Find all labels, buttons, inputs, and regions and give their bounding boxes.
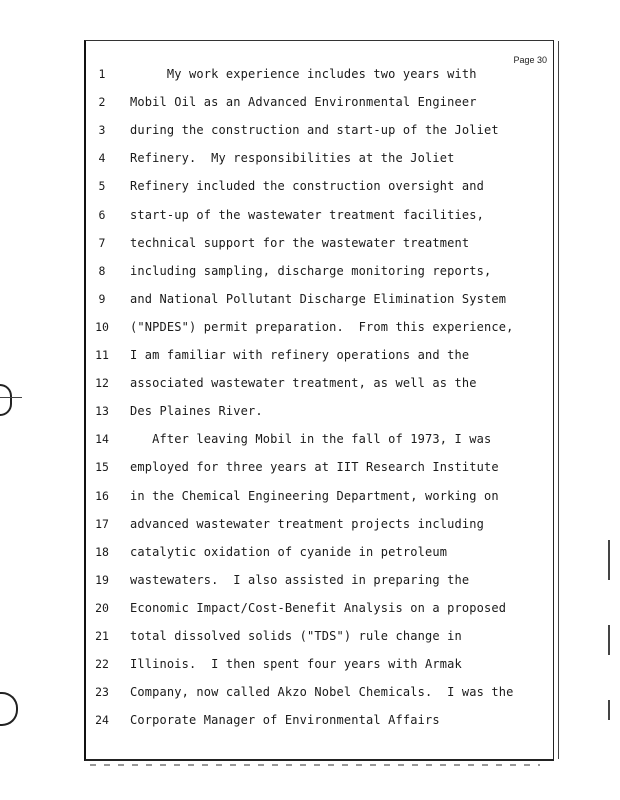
page-number-label: Page 30 <box>513 55 547 65</box>
transcript-line <box>0 261 540 281</box>
line-text: in the Chemical Engineering Department, working on <box>130 488 499 503</box>
line-text: I am familiar with refinery operations and the <box>130 348 470 362</box>
transcript-line <box>0 92 540 112</box>
line-number: 21 <box>95 629 109 643</box>
line-number: 22 <box>95 657 109 672</box>
line-number: 23 <box>95 685 109 700</box>
transcript-line <box>0 373 540 393</box>
transcript-line <box>0 64 540 84</box>
line-number: 4 <box>98 151 106 166</box>
line-text: start-up of the wastewater treatment facilities, <box>130 207 484 222</box>
transcript-line <box>0 682 540 702</box>
transcript-line <box>0 710 540 730</box>
line-number: 10 <box>95 319 109 334</box>
transcript-line <box>0 148 540 168</box>
transcript-line <box>0 120 540 140</box>
line-text: advanced wastewater treatment projects including <box>130 516 484 531</box>
scan-edge-mark <box>608 625 610 655</box>
line-number: 2 <box>98 95 106 110</box>
line-number: 19 <box>95 572 109 587</box>
line-number: 14 <box>95 432 109 447</box>
line-text: Refinery. My responsibilities at the Joliet <box>130 151 455 166</box>
transcript-line <box>0 486 540 506</box>
line-text: ("NPDES") permit preparation. From this experience, <box>130 319 514 334</box>
transcript-line <box>0 542 540 562</box>
line-text: including sampling, discharge monitoring reports, <box>130 263 492 278</box>
line-number: 15 <box>95 460 109 475</box>
transcript-line <box>0 401 540 421</box>
line-text: After leaving Mobil in the fall of 1973, I was <box>130 432 492 447</box>
line-number: 11 <box>95 348 109 362</box>
line-text: wastewaters. I also assisted in preparing the <box>130 572 470 587</box>
line-text: and National Pollutant Discharge Elimination System <box>130 291 507 306</box>
line-number: 5 <box>98 179 106 194</box>
line-number: 9 <box>98 291 106 306</box>
line-text: My work experience includes two years with <box>130 67 477 81</box>
line-number: 3 <box>98 123 106 138</box>
line-number: 6 <box>98 207 106 222</box>
scan-edge-mark <box>608 700 610 720</box>
line-text: Corporate Manager of Environmental Affairs <box>130 713 440 728</box>
line-text: Economic Impact/Cost-Benefit Analysis on a proposed <box>130 600 507 615</box>
line-text: catalytic oxidation of cyanide in petroleum <box>130 544 448 559</box>
line-text: Mobil Oil as an Advanced Environmental Engineer <box>130 95 477 110</box>
line-text: Company, now called Akzo Nobel Chemicals. I was the <box>130 685 514 700</box>
transcript-line <box>0 205 540 225</box>
line-text: Des Plaines River. <box>130 404 263 419</box>
line-number: 20 <box>95 600 109 615</box>
line-text: technical support for the wastewater treatment <box>130 235 470 250</box>
line-number: 17 <box>95 516 109 531</box>
transcript-line <box>0 317 540 337</box>
line-number: 13 <box>95 404 109 419</box>
line-number: 7 <box>98 235 106 250</box>
transcript-line <box>0 345 540 365</box>
transcript-line <box>0 429 540 449</box>
transcript-line <box>0 654 540 674</box>
line-text: Illinois. I then spent four years with Armak <box>130 657 462 672</box>
line-number: 24 <box>95 713 109 728</box>
line-number: 18 <box>95 544 109 559</box>
line-number: 8 <box>98 263 106 278</box>
line-number: 1 <box>98 67 106 81</box>
scan-edge-mark <box>608 540 610 580</box>
transcript-line <box>0 457 540 477</box>
transcript-line <box>0 233 540 253</box>
line-text: associated wastewater treatment, as well as the <box>130 376 477 391</box>
scan-noise-bottom <box>90 764 540 766</box>
punch-hole-tick <box>0 397 22 398</box>
line-number: 12 <box>95 376 109 391</box>
line-text: during the construction and start-up of the Joliet <box>130 123 499 138</box>
line-text: total dissolved solids ("TDS") rule change in <box>130 629 462 643</box>
line-number: 16 <box>95 488 109 503</box>
transcript-line <box>0 176 540 196</box>
transcript-line <box>0 514 540 534</box>
transcript-line <box>0 570 540 590</box>
transcript-line <box>0 289 540 309</box>
line-text: employed for three years at IIT Research Institute <box>130 460 499 475</box>
transcript-line <box>0 598 540 618</box>
transcript-line <box>0 626 540 646</box>
line-text: Refinery included the construction oversight and <box>130 179 484 194</box>
